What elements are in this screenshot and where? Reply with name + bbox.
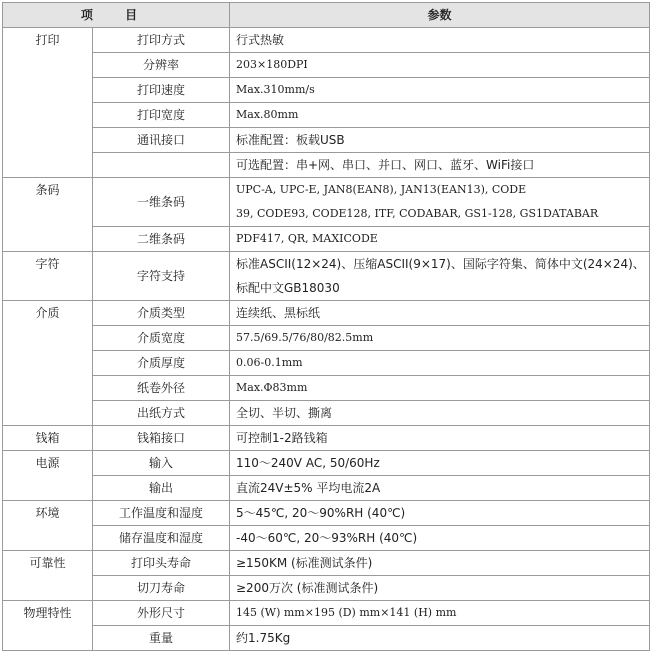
table-row [3, 576, 650, 601]
item-cell: 储存温度和湿度 [93, 526, 230, 551]
item-cell: 一维条码 [93, 178, 230, 227]
table-row [3, 153, 650, 178]
value-line: 可控制1-2路钱箱 [236, 431, 328, 445]
value-cell [230, 501, 650, 526]
value-line: 直流24V±5% 平均电流2A [236, 481, 381, 495]
value-line: 203×180DPI [236, 58, 308, 71]
header-item: 项 目 [3, 3, 230, 28]
table-row [3, 601, 650, 626]
item-cell: 介质宽度 [93, 326, 230, 351]
value-cell [230, 28, 650, 53]
value-cell [230, 351, 650, 376]
value-cell [230, 601, 650, 626]
value-cell [230, 526, 650, 551]
item-cell: 外形尺寸 [93, 601, 230, 626]
value-line: 标准ASCII(12×24)、压缩ASCII(9×17)、国际字符集、简体中文(24×24)、 [236, 257, 645, 271]
item-cell: 打印速度 [93, 78, 230, 103]
spec-table [2, 2, 650, 651]
value-line: Max.310mm/s [236, 83, 315, 96]
value-line: ≥150KM (标准测试条件) [236, 556, 373, 570]
value-line: Max.Φ83mm [236, 381, 308, 394]
value-cell [230, 153, 650, 178]
value-line: 约1.75Kg [236, 631, 291, 645]
table-row [3, 626, 650, 651]
table-row [3, 128, 650, 153]
item-cell: 重量 [93, 626, 230, 651]
value-cell [230, 326, 650, 351]
item-cell: 通讯接口 [93, 128, 230, 153]
item-cell: 切刀寿命 [93, 576, 230, 601]
table-row [3, 501, 650, 526]
value-line: ≥200万次 (标准测试条件) [236, 581, 379, 595]
value-line: 57.5/69.5/76/80/82.5mm [236, 331, 374, 344]
item-cell: 打印头寿命 [93, 551, 230, 576]
value-line: 110～240V AC, 50/60Hz [236, 456, 380, 470]
value-line: UPC-A, UPC-E, JAN8(EAN8), JAN13(EAN13), CODE [236, 183, 527, 196]
value-line: 145 (W) mm×195 (D) mm×141 (H) mm [236, 606, 457, 619]
item-cell: 纸卷外径 [93, 376, 230, 401]
category-cell: 条码 [3, 178, 93, 252]
category-cell: 电源 [3, 451, 93, 501]
item-cell: 打印宽度 [93, 103, 230, 128]
value-cell [230, 252, 650, 301]
table-row [3, 351, 650, 376]
value-cell [230, 53, 650, 78]
value-cell [230, 576, 650, 601]
value-line: 标配中文GB18030 [236, 281, 340, 295]
category-cell: 字符 [3, 252, 93, 301]
value-cell [230, 227, 650, 252]
category-cell: 钱箱 [3, 426, 93, 451]
table-row [3, 252, 650, 301]
table-row [3, 53, 650, 78]
item-cell: 分辨率 [93, 53, 230, 78]
table-row [3, 103, 650, 128]
value-cell [230, 401, 650, 426]
value-line: 5～45℃, 20～90%RH (40℃) [236, 506, 406, 520]
value-line: PDF417, QR, MAXICODE [236, 232, 378, 245]
value-line: 0.06-0.1mm [236, 356, 303, 369]
header-param: 参数 [230, 3, 650, 28]
value-cell [230, 626, 650, 651]
category-cell: 物理特性 [3, 601, 93, 651]
header-row [3, 3, 650, 28]
table-row [3, 551, 650, 576]
item-cell: 输入 [93, 451, 230, 476]
table-row [3, 301, 650, 326]
item-cell: 工作温度和湿度 [93, 501, 230, 526]
table-row [3, 526, 650, 551]
value-line: 39, CODE93, CODE128, ITF, CODABAR, GS1-128, GS1DATABAR [236, 207, 599, 220]
value-cell [230, 451, 650, 476]
value-line: Max.80mm [236, 108, 299, 121]
value-cell [230, 128, 650, 153]
table-row [3, 376, 650, 401]
item-cell: 钱箱接口 [93, 426, 230, 451]
value-line: 连续纸、黑标纸 [236, 306, 321, 320]
value-cell [230, 178, 650, 227]
item-cell [93, 153, 230, 178]
item-cell: 字符支持 [93, 252, 230, 301]
table-row [3, 326, 650, 351]
table-row [3, 401, 650, 426]
value-line: 全切、半切、撕离 [236, 406, 333, 420]
category-cell: 打印 [3, 28, 93, 178]
value-cell [230, 78, 650, 103]
value-line: 可选配置：串+网、串口、并口、网口、蓝牙、WiFi接口 [236, 158, 535, 172]
table-row [3, 476, 650, 501]
value-line: 行式热敏 [236, 33, 285, 47]
value-cell [230, 476, 650, 501]
value-cell [230, 103, 650, 128]
table-row [3, 28, 650, 53]
table-row [3, 78, 650, 103]
item-cell: 介质类型 [93, 301, 230, 326]
value-line: 标准配置：板载USB [236, 133, 345, 147]
item-cell: 二维条码 [93, 227, 230, 252]
value-line: -40～60℃, 20～93%RH (40℃) [236, 531, 418, 545]
item-cell: 输出 [93, 476, 230, 501]
table-row [3, 178, 650, 227]
table-row [3, 451, 650, 476]
item-cell: 出纸方式 [93, 401, 230, 426]
value-cell [230, 301, 650, 326]
spec-body [3, 28, 650, 651]
category-cell: 介质 [3, 301, 93, 426]
value-cell [230, 426, 650, 451]
item-cell: 介质厚度 [93, 351, 230, 376]
value-cell [230, 376, 650, 401]
item-cell: 打印方式 [93, 28, 230, 53]
table-row [3, 227, 650, 252]
value-cell [230, 551, 650, 576]
category-cell: 可靠性 [3, 551, 93, 601]
table-row [3, 426, 650, 451]
category-cell: 环境 [3, 501, 93, 551]
